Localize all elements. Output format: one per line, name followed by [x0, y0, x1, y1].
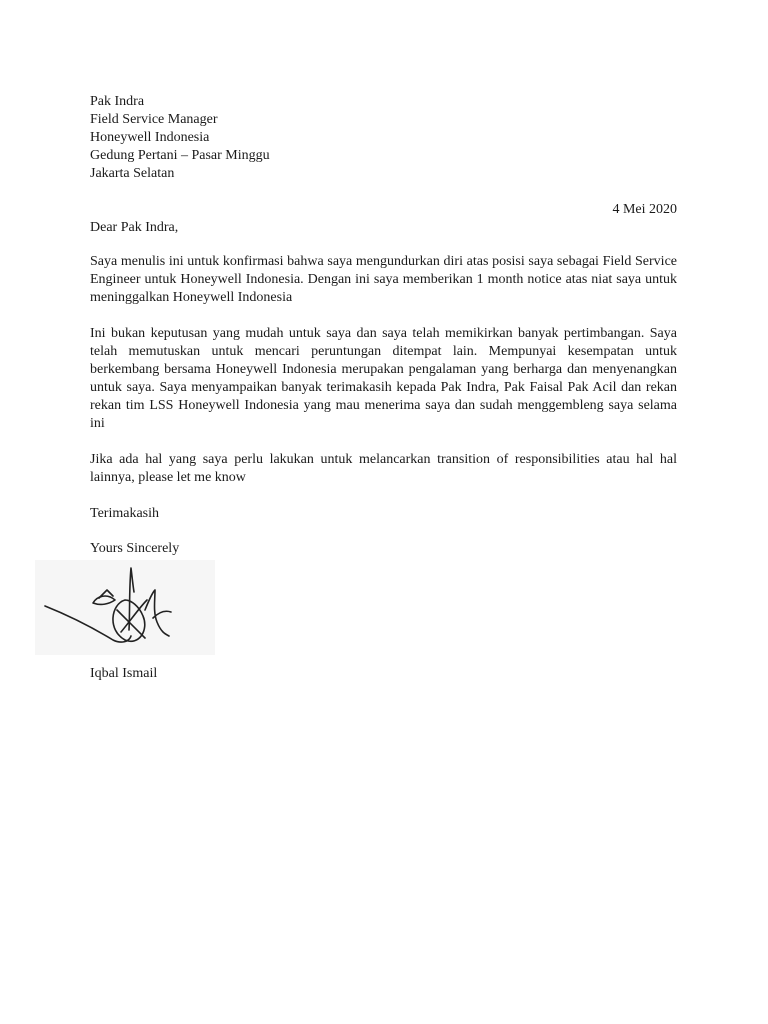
recipient-name: Pak Indra [90, 94, 145, 109]
recipient-company: Honeywell Indonesia [90, 130, 210, 145]
closing-sincerely: Yours Sincerely [90, 541, 180, 556]
closing-thanks: Terimakasih [90, 506, 159, 521]
recipient-city: Jakarta Selatan [90, 166, 175, 181]
body-paragraph-2: Ini bukan keputusan yang mudah untuk saya dan saya telah memikirkan banyak pertimbangan. Saya telah memutuskan untuk mencari peruntungan ditempat lain. Mempunyai kesempatan untuk berkembang bersama Honeywell Indonesia merupakan pengalaman yang berharga dan menyenangkan untuk saya. Saya menyampaikan banyak terimakasih kepada Pak Indra, Pak Faisal Pak Acil dan rekan rekan tim LSS Honeywell Indonesia yang mau menerima saya dan sudah menggembleng saya selama ini [90, 326, 677, 431]
recipient-building: Gedung Pertani – Pasar Minggu [90, 148, 270, 163]
body-paragraph-3: Jika ada hal yang saya perlu lakukan untuk melancarkan transition of responsibilities atau hal hal lainnya, please let me know [90, 452, 677, 485]
handwritten-signature [35, 560, 215, 655]
signer-name: Iqbal Ismail [90, 666, 158, 681]
signature-drawing [35, 560, 215, 655]
letter-date: 4 Mei 2020 [612, 202, 677, 217]
recipient-address-block [90, 93, 270, 183]
recipient-title: Field Service Manager [90, 112, 218, 127]
salutation: Dear Pak Indra, [90, 220, 179, 235]
body-paragraph-1: Saya menulis ini untuk konfirmasi bahwa saya mengundurkan diri atas posisi saya sebagai Field Service Engineer untuk Honeywell Indonesia. Dengan ini saya memberikan 1 month notice atas niat saya untuk meninggalkan Honeywell Indonesia [90, 254, 677, 305]
